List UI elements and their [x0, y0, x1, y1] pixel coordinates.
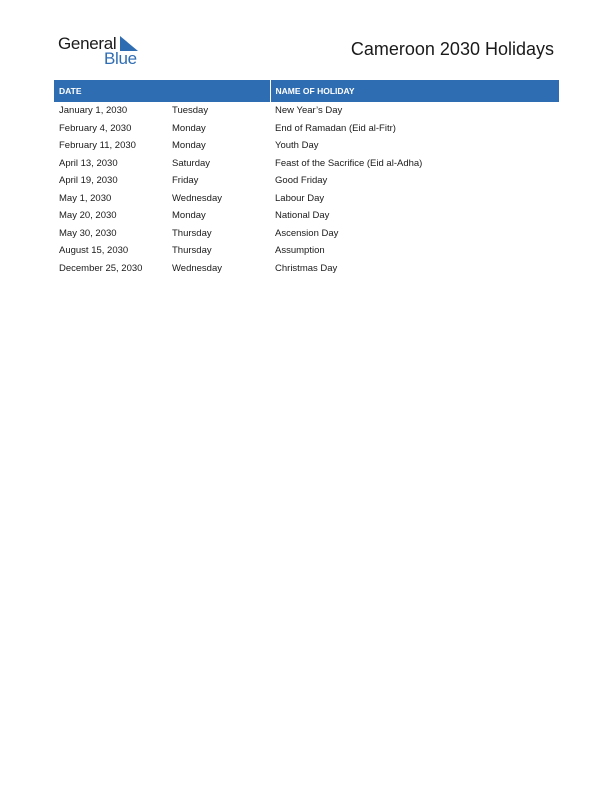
logo-text-blue: Blue	[104, 49, 137, 68]
holiday-weekday: Monday	[172, 140, 206, 152]
holiday-name: Feast of the Sacrifice (Eid al-Adha)	[275, 157, 423, 169]
holiday-name: Assumption	[275, 245, 325, 257]
holiday-weekday: Monday	[172, 210, 206, 222]
table-row	[54, 137, 559, 155]
holiday-date: May 30, 2030	[59, 227, 117, 239]
table-header-row	[54, 80, 559, 102]
holiday-weekday: Friday	[172, 175, 199, 187]
table-row	[54, 190, 559, 208]
table-row	[54, 102, 559, 120]
table-row	[54, 260, 559, 278]
holiday-date: May 20, 2030	[59, 210, 117, 222]
holiday-date: August 15, 2030	[59, 245, 129, 257]
holiday-rows	[54, 102, 559, 277]
logo-text-general: General	[58, 34, 117, 53]
holiday-weekday: Monday	[172, 122, 206, 134]
holiday-name: National Day	[275, 210, 330, 222]
holiday-name: Labour Day	[275, 192, 325, 204]
holiday-weekday: Tuesday	[172, 105, 209, 117]
holiday-date: April 13, 2030	[59, 157, 118, 169]
holiday-date: January 1, 2030	[59, 105, 128, 117]
holiday-name: Ascension Day	[275, 227, 339, 239]
table-row	[54, 225, 559, 243]
table-row	[54, 155, 559, 173]
holiday-table	[54, 80, 559, 277]
table-row	[54, 207, 559, 225]
table-row	[54, 242, 559, 260]
holiday-date: February 11, 2030	[59, 140, 136, 152]
date-column-header: DATE	[54, 80, 270, 102]
table-row	[54, 172, 559, 190]
holiday-date: May 1, 2030	[59, 192, 112, 204]
holiday-weekday: Saturday	[172, 157, 211, 169]
page-title: Cameroon 2030 Holidays	[350, 39, 554, 59]
holiday-name: Good Friday	[275, 175, 328, 187]
table-row	[54, 120, 559, 138]
holiday-date: December 25, 2030	[59, 262, 143, 274]
holiday-date: February 4, 2030	[59, 122, 132, 134]
holiday-weekday: Thursday	[172, 245, 212, 257]
holiday-weekday: Wednesday	[172, 192, 222, 204]
generalblue-logo	[58, 34, 148, 68]
holiday-name: New Year’s Day	[275, 105, 343, 117]
holiday-name: End of Ramadan (Eid al-Fitr)	[275, 122, 396, 134]
holiday-name: Christmas Day	[275, 262, 338, 274]
holiday-name-column-header: NAME OF HOLIDAY	[270, 80, 559, 102]
holiday-date: April 19, 2030	[59, 175, 118, 187]
holiday-name: Youth Day	[275, 140, 319, 152]
holiday-weekday: Thursday	[172, 227, 212, 239]
holiday-weekday: Wednesday	[172, 262, 222, 274]
